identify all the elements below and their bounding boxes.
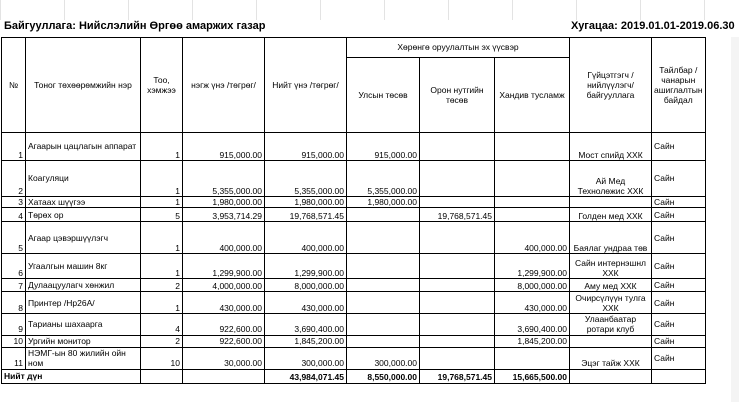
row-unit-price: 5,355,000.00 — [183, 161, 265, 197]
row-note: Сайн — [652, 222, 706, 254]
row-note: Сайн — [652, 208, 706, 222]
row-note: Сайн — [652, 335, 706, 347]
row-state-budget: 5,355,000.00 — [347, 161, 420, 197]
row-qty: 1 — [141, 254, 183, 279]
row-name: Агаар цэвэршүүлэгч — [26, 222, 141, 254]
table-row — [2, 279, 706, 292]
total-state: 8,550,000.00 — [347, 369, 420, 383]
row-total-price: 915,000.00 — [265, 133, 347, 161]
table-row — [2, 208, 706, 222]
row-local-budget — [420, 161, 495, 197]
row-state-budget — [347, 314, 420, 335]
row-total-price: 5,355,000.00 — [265, 161, 347, 197]
equipment-table — [1, 37, 706, 384]
row-note: Сайн — [652, 347, 706, 369]
total-local: 19,768,571.45 — [420, 369, 495, 383]
row-unit-price: 1,980,000.00 — [183, 197, 265, 208]
table-row — [2, 347, 706, 369]
row-unit-price: 915,000.00 — [183, 133, 265, 161]
col-header-state-budget: Улсын төсөв — [347, 58, 420, 133]
row-supplier: Очирсүлүүн тулга ХХК — [570, 292, 652, 314]
row-local-budget: 19,768,571.45 — [420, 208, 495, 222]
col-header-source-group: Хөрөнгө оруулалтын эх үүсвэр — [347, 38, 570, 58]
row-qty: 5 — [141, 208, 183, 222]
row-unit-price: 400,000.00 — [183, 222, 265, 254]
total-donation: 15,665,500.00 — [495, 369, 570, 383]
row-note: Сайн — [652, 161, 706, 197]
row-qty: 2 — [141, 279, 183, 292]
row-local-budget — [420, 279, 495, 292]
row-num: 1 — [2, 133, 26, 161]
col-header-note: Тайлбар /чанарын ашиглалтын байдал — [652, 38, 706, 133]
row-supplier — [570, 335, 652, 347]
row-note: Сайн — [652, 197, 706, 208]
row-donation — [495, 133, 570, 161]
row-name: Ургийн монитор — [26, 335, 141, 347]
row-name: Дулаацуулагч хөнжил — [26, 279, 141, 292]
row-total-price: 430,000.00 — [265, 292, 347, 314]
table-row — [2, 161, 706, 197]
row-supplier — [570, 197, 652, 208]
col-header-supplier: Гүйцэтгэгч /нийлүүлэгч/ байгууллага — [570, 38, 652, 133]
col-header-unit-price: нэгж үнэ /төгрөг/ — [183, 38, 265, 133]
table-row — [2, 314, 706, 335]
row-donation — [495, 347, 570, 369]
row-supplier: Эцэг тайж ХХК — [570, 347, 652, 369]
row-local-budget — [420, 133, 495, 161]
row-num: 9 — [2, 314, 26, 335]
row-donation: 8,000,000.00 — [495, 279, 570, 292]
row-qty: 1 — [141, 197, 183, 208]
col-header-qty: Тоо, хэмжээ — [141, 38, 183, 133]
row-num: 4 — [2, 208, 26, 222]
row-unit-price: 3,953,714.29 — [183, 208, 265, 222]
row-name: Угаалгын машин 8кг — [26, 254, 141, 279]
table-row — [2, 197, 706, 208]
row-num: 11 — [2, 347, 26, 369]
row-total-price: 8,000,000.00 — [265, 279, 347, 292]
total-qty — [141, 369, 183, 383]
row-state-budget: 300,000.00 — [347, 347, 420, 369]
row-name: Хатаах шүүгээ — [26, 197, 141, 208]
row-unit-price: 922,600.00 — [183, 335, 265, 347]
row-qty: 1 — [141, 292, 183, 314]
row-note: Сайн — [652, 314, 706, 335]
col-header-num: № — [2, 38, 26, 133]
row-num: 8 — [2, 292, 26, 314]
row-supplier: Ай Мед Технолөжис ХХК — [570, 161, 652, 197]
row-unit-price: 430,000.00 — [183, 292, 265, 314]
row-qty: 1 — [141, 133, 183, 161]
row-name: Принтер /Нр26А/ — [26, 292, 141, 314]
row-qty: 4 — [141, 314, 183, 335]
row-name: Тарианы шахаарга — [26, 314, 141, 335]
row-unit-price: 30,000.00 — [183, 347, 265, 369]
table-row — [2, 292, 706, 314]
row-num: 7 — [2, 279, 26, 292]
row-total-price: 1,980,000.00 — [265, 197, 347, 208]
table-row — [2, 133, 706, 161]
row-local-budget — [420, 335, 495, 347]
row-num: 5 — [2, 222, 26, 254]
row-donation: 1,299,900.00 — [495, 254, 570, 279]
row-state-budget — [347, 254, 420, 279]
row-num: 6 — [2, 254, 26, 279]
row-donation — [495, 161, 570, 197]
row-unit-price: 922,600.00 — [183, 314, 265, 335]
vertical-scrollbar[interactable] — [731, 37, 739, 402]
row-qty: 1 — [141, 161, 183, 197]
table-row — [2, 335, 706, 347]
period-title: Хугацаа: 2019.01.01-2019.06.30 — [571, 20, 735, 32]
row-note: Сайн — [652, 254, 706, 279]
row-note: Сайн — [652, 292, 706, 314]
col-header-total-price: Нийт үнэ /төгрөг/ — [265, 38, 347, 133]
row-donation — [495, 208, 570, 222]
total-note — [652, 369, 706, 383]
row-state-budget — [347, 279, 420, 292]
row-note: Сайн — [652, 279, 706, 292]
row-total-price: 19,768,571.45 — [265, 208, 347, 222]
row-state-budget — [347, 208, 420, 222]
row-num: 10 — [2, 335, 26, 347]
row-qty: 10 — [141, 347, 183, 369]
row-donation: 400,000.00 — [495, 222, 570, 254]
row-donation — [495, 197, 570, 208]
row-total-price: 1,845,200.00 — [265, 335, 347, 347]
row-num: 3 — [2, 197, 26, 208]
row-supplier: Мост спийд ХХК — [570, 133, 652, 161]
row-total-price: 3,690,400.00 — [265, 314, 347, 335]
row-supplier: Баялаг ундраа төв — [570, 222, 652, 254]
row-state-budget — [347, 335, 420, 347]
row-total-price: 1,299,900.00 — [265, 254, 347, 279]
row-qty: 2 — [141, 335, 183, 347]
row-supplier: Аму мед ХХК — [570, 279, 652, 292]
row-local-budget — [420, 314, 495, 335]
table-row — [2, 254, 706, 279]
table-row — [2, 222, 706, 254]
row-total-price: 400,000.00 — [265, 222, 347, 254]
col-header-local-budget: Орон нутгийн төсөв — [420, 58, 495, 133]
row-state-budget: 1,980,000.00 — [347, 197, 420, 208]
row-qty: 1 — [141, 222, 183, 254]
row-state-budget: 915,000.00 — [347, 133, 420, 161]
total-label: Нийт дүн — [2, 369, 141, 383]
row-supplier: Сайн интернэшнл ХХК — [570, 254, 652, 279]
total-row — [2, 369, 706, 383]
row-supplier: Улаанбаатар ротари клуб — [570, 314, 652, 335]
row-note: Сайн — [652, 133, 706, 161]
row-state-budget — [347, 222, 420, 254]
table-body — [2, 133, 706, 370]
row-supplier: Голден мед ХХК — [570, 208, 652, 222]
row-unit-price: 1,299,900.00 — [183, 254, 265, 279]
row-total-price: 300,000.00 — [265, 347, 347, 369]
row-donation: 430,000.00 — [495, 292, 570, 314]
col-header-name: Тоног төхөөрөмжийн нэр — [26, 38, 141, 133]
col-header-donation: Хандив тусламж — [495, 58, 570, 133]
row-name: Төрөх ор — [26, 208, 141, 222]
row-donation: 1,845,200.00 — [495, 335, 570, 347]
total-supplier — [570, 369, 652, 383]
row-local-budget — [420, 292, 495, 314]
row-donation: 3,690,400.00 — [495, 314, 570, 335]
row-state-budget — [347, 292, 420, 314]
row-name: НЭМГ-ын 80 жилийн ойн ном — [26, 347, 141, 369]
row-local-budget — [420, 254, 495, 279]
total-unit — [183, 369, 265, 383]
row-local-budget — [420, 222, 495, 254]
total-sum: 43,984,071.45 — [265, 369, 347, 383]
row-name: Коагуляци — [26, 161, 141, 197]
row-unit-price: 4,000,000.00 — [183, 279, 265, 292]
row-name: Агаарын цацлагын аппарат — [26, 133, 141, 161]
gridlines — [0, 0, 739, 20]
row-num: 2 — [2, 161, 26, 197]
row-local-budget — [420, 197, 495, 208]
organization-title: Байгууллага: Нийслэлийн Өргөө амаржих газар — [4, 20, 266, 32]
row-local-budget — [420, 347, 495, 369]
